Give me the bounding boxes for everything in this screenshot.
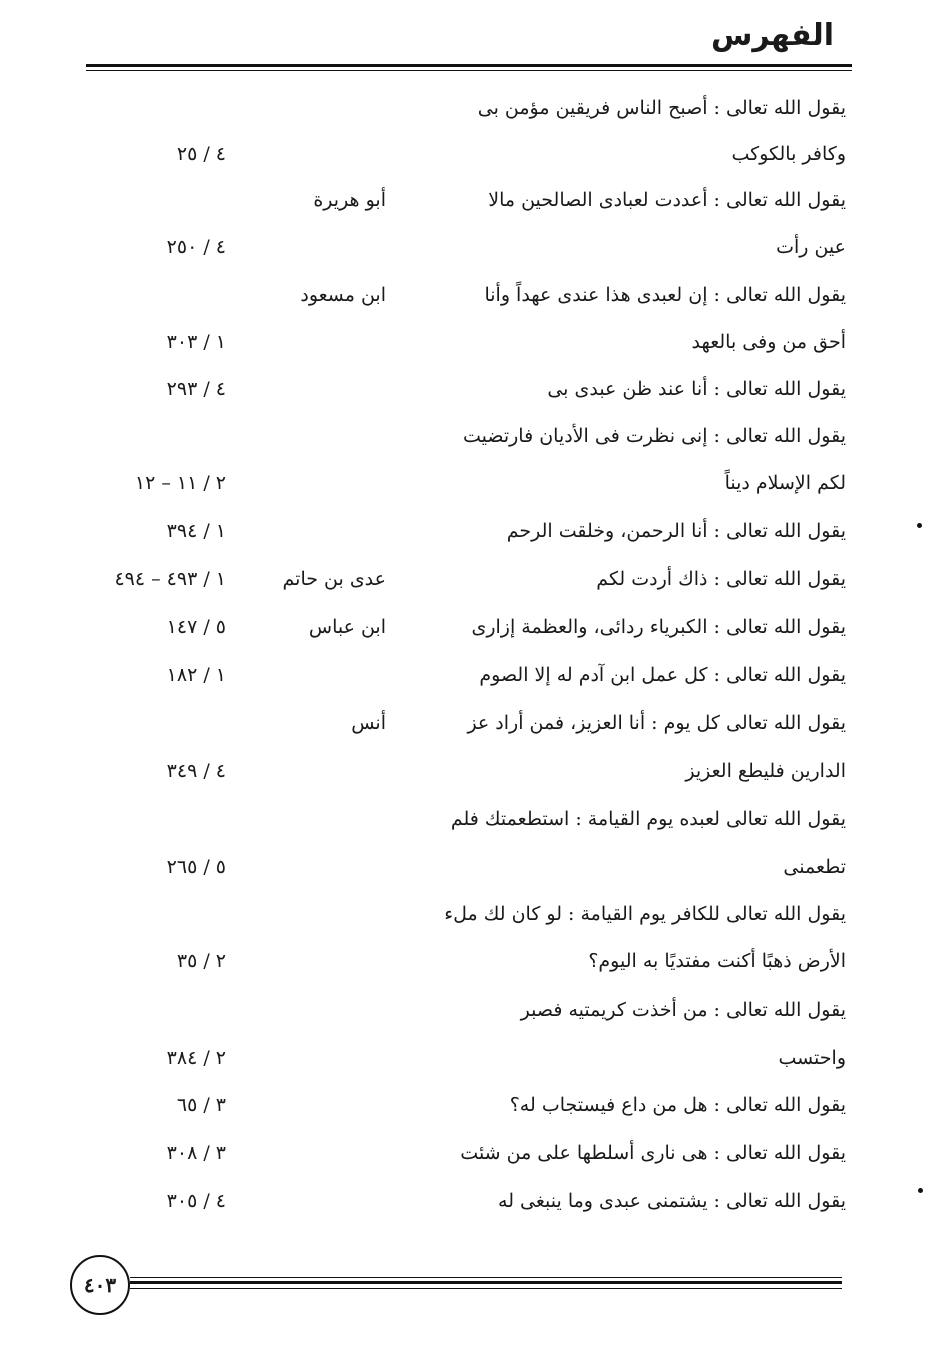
- hadith-text: وكافر بالكوكب: [731, 143, 846, 165]
- reference: ١ / ٣٩٤: [166, 520, 226, 542]
- reference: ٤ / ٢٥٠: [166, 236, 226, 258]
- narrator: ابن عباس: [308, 616, 386, 638]
- scan-mark: [917, 523, 922, 528]
- footer-rule-thin-bottom: [130, 1288, 842, 1289]
- hadith-text: أحق من وفى بالعهد: [691, 331, 846, 353]
- page-number: ٤٠٣: [83, 1273, 117, 1297]
- index-row: [0, 88, 926, 128]
- hadith-text: لكم الإسلام ديناً: [724, 472, 846, 494]
- hadith-text: يقول الله تعالى : هل من داع فيستجاب له؟: [509, 1094, 846, 1116]
- hadith-text: الأرض ذهبًا أكنت مفتديًا به اليوم؟: [588, 950, 846, 972]
- index-row: [0, 847, 926, 887]
- index-row: [0, 1181, 926, 1221]
- page-title: الفهرس: [710, 18, 834, 53]
- reference: ٤ / ٣٤٩: [166, 760, 226, 782]
- hadith-text: واحتسب: [778, 1047, 846, 1069]
- index-row: [0, 1085, 926, 1125]
- hadith-text: يقول الله تعالى كل يوم : أنا العزيز، فمن أراد عز: [467, 712, 846, 734]
- index-row: [0, 416, 926, 456]
- narrator: أبو هريرة: [313, 189, 386, 211]
- hadith-text: يقول الله تعالى : أنا عند ظن عبدى بى: [547, 378, 846, 400]
- reference: ١ / ٣٠٣: [166, 331, 226, 353]
- scan-mark: [918, 1188, 923, 1193]
- index-row: [0, 322, 926, 362]
- index-row: [0, 369, 926, 409]
- header-rule-thick: [86, 64, 852, 67]
- hadith-text: يقول الله تعالى : إن لعبدى هذا عندى عهداً وأنا: [484, 284, 846, 306]
- index-row: [0, 134, 926, 174]
- hadith-text: يقول الله تعالى : الكبرياء ردائى، والعظمة إزارى: [471, 616, 846, 638]
- page-number-badge: [70, 1255, 130, 1315]
- index-row: [0, 607, 926, 647]
- index-row: [0, 559, 926, 599]
- index-row: [0, 463, 926, 503]
- index-row: [0, 990, 926, 1030]
- hadith-text: يقول الله تعالى : ذاك أردت لكم: [596, 568, 846, 590]
- index-row: [0, 703, 926, 743]
- index-row: [0, 655, 926, 695]
- index-row: [0, 180, 926, 220]
- index-row: [0, 511, 926, 551]
- footer-rule-thin-top: [130, 1277, 842, 1278]
- reference: ٥ / ١٤٧: [166, 616, 226, 638]
- index-row: [0, 751, 926, 791]
- reference: ٤ / ٢٩٣: [166, 378, 226, 400]
- reference: ٢ / ٣٥: [176, 950, 226, 972]
- narrator: عدى بن حاتم: [282, 568, 386, 590]
- reference: ٢ / ١١ – ١٢: [134, 472, 226, 494]
- hadith-text: يقول الله تعالى : هى نارى أسلطها على من شئت: [460, 1142, 846, 1164]
- index-row: [0, 227, 926, 267]
- index-row: [0, 1133, 926, 1173]
- reference: ١ / ١٨٢: [166, 664, 226, 686]
- index-row: [0, 894, 926, 934]
- hadith-text: تطعمنى: [783, 856, 846, 878]
- index-row: [0, 799, 926, 839]
- hadith-text: يقول الله تعالى : إنى نظرت فى الأديان فارتضيت: [462, 425, 846, 447]
- header-rule-thin: [86, 70, 852, 71]
- hadith-text: يقول الله تعالى لعبده يوم القيامة : استطعمتك فلم: [450, 808, 846, 830]
- hadith-text: يقول الله تعالى : أصبح الناس فريقين مؤمن بى: [477, 97, 846, 119]
- hadith-text: يقول الله تعالى : يشتمنى عبدى وما ينبغى له: [498, 1190, 846, 1212]
- reference: ٤ / ٣٠٥: [166, 1190, 226, 1212]
- reference: ٣ / ٣٠٨: [166, 1142, 226, 1164]
- reference: ٣ / ٦٥: [176, 1094, 226, 1116]
- footer-rule-thick: [130, 1281, 842, 1284]
- index-row: [0, 1038, 926, 1078]
- reference: ٢ / ٣٨٤: [166, 1047, 226, 1069]
- hadith-text: يقول الله تعالى : أعددت لعبادى الصالحين مالا: [488, 189, 846, 211]
- reference: ٥ / ٢٦٥: [166, 856, 226, 878]
- narrator: أنس: [351, 712, 386, 734]
- hadith-text: يقول الله تعالى : من أخذت كريمتيه فصبر: [520, 999, 846, 1021]
- hadith-text: يقول الله تعالى : أنا الرحمن، وخلقت الرحم: [506, 520, 846, 542]
- reference: ٤ / ٢٥: [176, 143, 226, 165]
- hadith-text: عين رأت: [776, 236, 846, 258]
- index-row: [0, 941, 926, 981]
- hadith-text: يقول الله تعالى : كل عمل ابن آدم له إلا الصوم: [479, 664, 846, 686]
- narrator: ابن مسعود: [300, 284, 386, 306]
- index-row: [0, 275, 926, 315]
- hadith-text: يقول الله تعالى للكافر يوم القيامة : لو كان لك ملء: [444, 903, 846, 925]
- reference: ١ / ٤٩٣ – ٤٩٤: [114, 568, 226, 590]
- hadith-text: الدارين فليطع العزيز: [685, 760, 846, 782]
